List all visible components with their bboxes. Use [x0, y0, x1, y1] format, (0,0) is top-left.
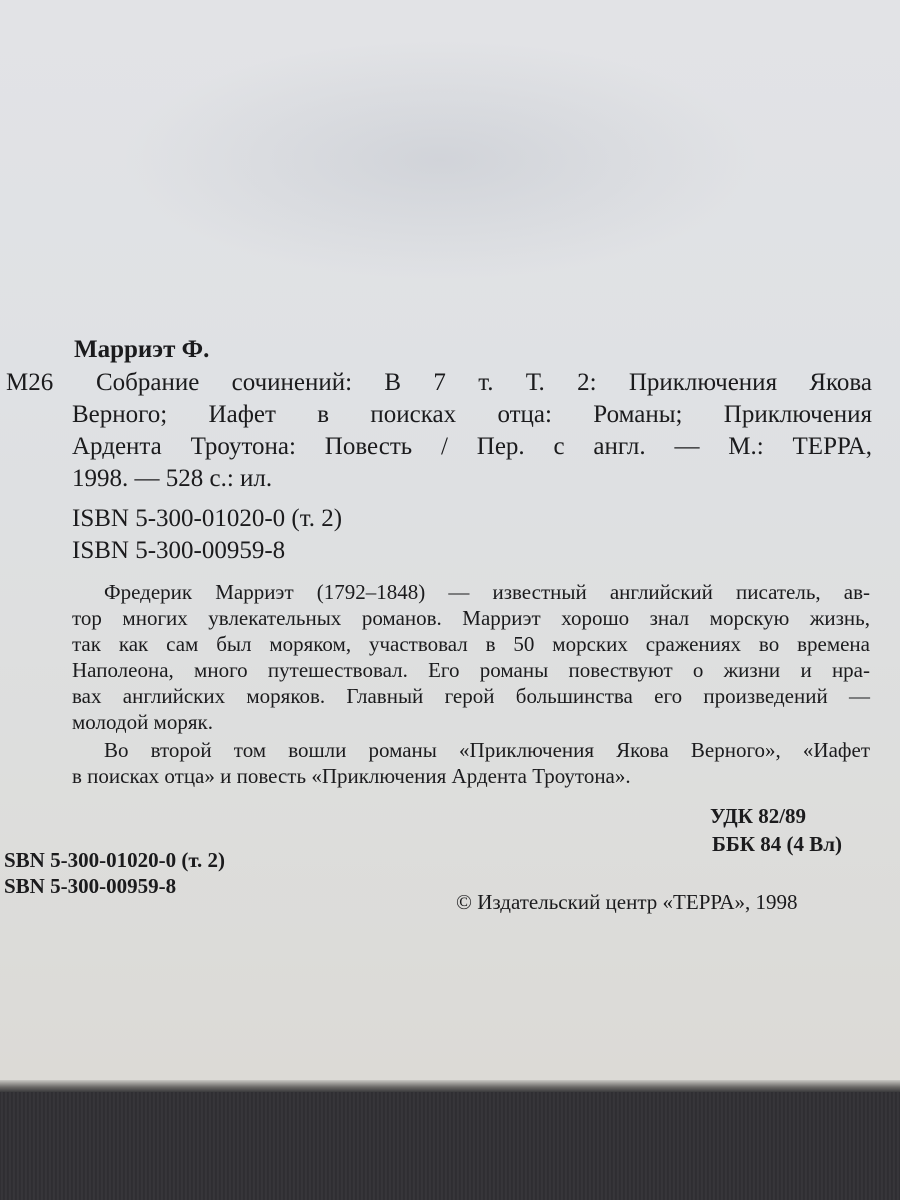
isbn-line: ISBN 5-300-01020-0 (т. 2) — [72, 505, 343, 532]
annotation-line: молодой моряк. — [72, 710, 213, 734]
annotation-line: Наполеона, много путешествовал. Его романы повествуют о жизни и нра- — [72, 658, 870, 682]
entry-line: Верного; Иафет в поисках отца: Романы; Приключения — [72, 401, 872, 428]
annotation-line: так как сам был моряком, участвовал в 50 морских сражениях во времена — [72, 632, 870, 656]
annotation-line: в поисках отца» и повесть «Приключения Ардента Троутона». — [72, 764, 631, 788]
entry-line: 1998. — 528 с.: ил. — [72, 465, 273, 492]
author-name: Марриэт Ф. — [74, 336, 210, 363]
isbn-bottom-line: SBN 5-300-00959-8 — [4, 874, 177, 898]
copyright-line: © Издательский центр «ТЕРРА», 1998 — [456, 890, 798, 914]
bbk-code: ББК 84 (4 Вл) — [712, 832, 843, 856]
isbn-bottom-line: SBN 5-300-01020-0 (т. 2) — [4, 848, 226, 872]
isbn-line: ISBN 5-300-00959-8 — [72, 537, 286, 564]
page-edge — [0, 1080, 900, 1092]
udk-code: УДК 82/89 — [710, 804, 807, 828]
annotation-line: тор многих увлекательных романов. Марриэт хорошо знал морскую жизнь, — [72, 606, 870, 630]
bleed-through-shadow — [120, 40, 760, 280]
annotation-line: Во второй том вошли романы «Приключения Якова Верного», «Иафет — [104, 738, 870, 762]
annotation-line: вах английских моряков. Главный герой большинства его произведений — — [72, 684, 870, 708]
catalog-code: М26 — [6, 369, 54, 396]
book-cover — [0, 1092, 900, 1200]
annotation-line: Фредерик Марриэт (1792–1848) — известный английский писатель, ав- — [104, 580, 870, 604]
entry-line: Ардента Троутона: Повесть / Пер. с англ. — М.: ТЕРРА, — [72, 433, 872, 460]
entry-line: Собрание сочинений: В 7 т. Т. 2: Приключения Якова — [96, 369, 872, 396]
